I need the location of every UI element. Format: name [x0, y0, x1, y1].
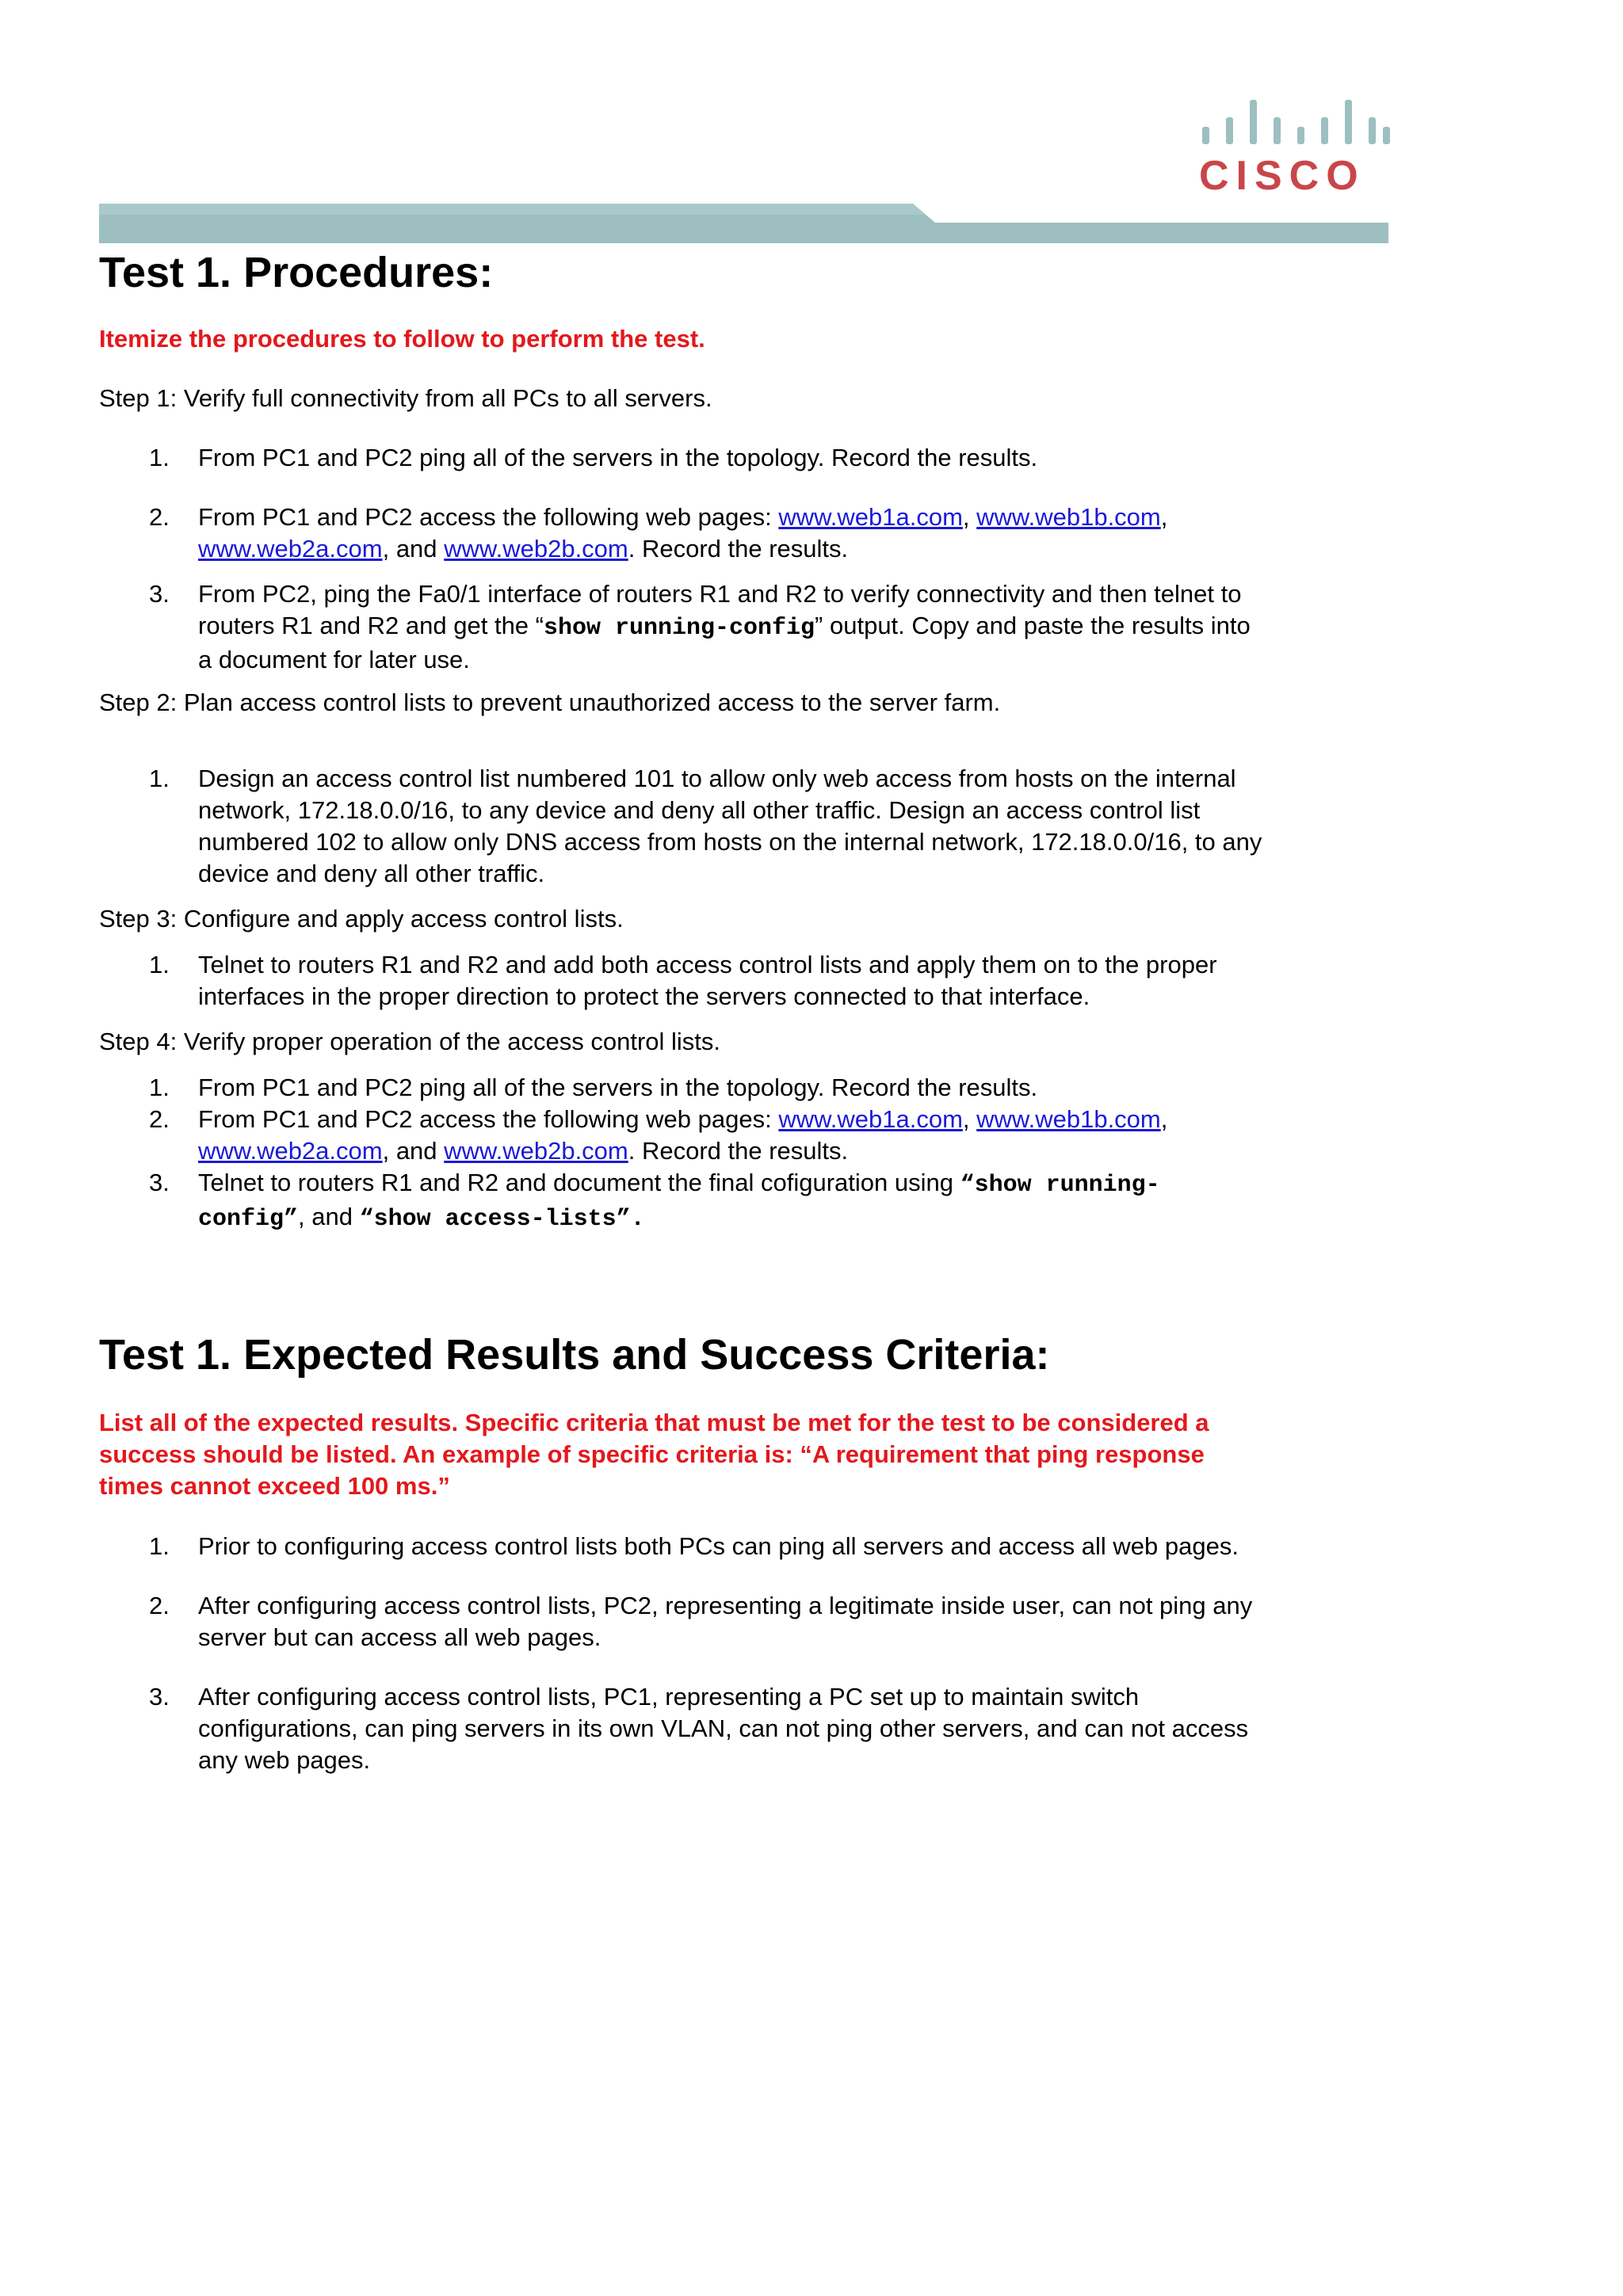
cisco-logo: [1193, 93, 1391, 199]
link-web1b[interactable]: www.web1b.com: [976, 503, 1161, 531]
header-band: [99, 204, 1388, 243]
link-web2b[interactable]: www.web2b.com: [444, 1137, 628, 1165]
link-web1a[interactable]: www.web1a.com: [778, 1105, 963, 1133]
link-web2a[interactable]: www.web2a.com: [198, 1137, 383, 1165]
cisco-bars-icon: [1193, 93, 1391, 149]
code-show-running-config: show running-config: [543, 615, 815, 642]
link-web2b[interactable]: www.web2b.com: [444, 535, 628, 563]
step2-heading: Step 2: Plan access control lists to prevent unauthorized access to the server farm.: [99, 688, 1001, 716]
link-web1a[interactable]: www.web1a.com: [778, 503, 963, 531]
step4-heading: Step 4: Verify proper operation of the access control lists.: [99, 1028, 721, 1055]
step3-heading: Step 3: Configure and apply access control lists.: [99, 905, 624, 933]
document-page: CISCO Test 1. Procedures: Itemize the procedures to follow to perform the test. Step 1: Verify full connectivity from all PCs to all servers. 1. From PC1 and PC2 ping all of the servers in the topology. Record the results. 2. From PC1 and PC2 access the following web pages: www.web1a.com, www.web1b.com, www.web2a.com, and www.web2b.com. Record the results. 3. From PC2, ping the Fa0/1 interface of routers R1 and R2 to verify connectivity and then telnet to routers R1 and R2 and get the “show running-config” output. Copy and paste the results into a document for later use. Step 2: Plan access control lists to prevent unauthorized access to the server farm. 1. Design an access control list numbered 101 to allow only web access from hosts on the internal network, 172.18.0.0/16, to any device and deny all other traffic. Design an access control list numbered 102 to allow only DNS access from hosts on the internal network, 172.18.0.0/16, to any device and deny all other traffic. Step 3: Configure and apply access control lists. 1. Telnet to routers R1 and R2 and add both access control lists and apply them on to the proper interfaces in the proper direction to protect the servers connected to that interface. Step 4: Verify proper operation of the access control lists. 1. From PC1 and PC2 ping all of the servers in the topology. Record the results. 2. From PC1 and PC2 access the following web pages: www.web1a.com, www.web1b.com, www.web2a.com, and www.web2b.com. Record the results. 3. Telnet to routers R1 and R2 and document the final cofiguration using “show running- config”, and “show access-lists”. Test 1. Expected Results and Success Criteria: List all of the expected results. Specific criteria that must be met for the test to be considered a success should be listed. An example of specific criteria is: “A requirement that ping response times cannot exceed 100 ms.” 1. Prior to configuring access control lists both PCs can ping all servers and access all web pages. 2. After configuring access control lists, PC2, representing a legitimate inside user, can not ping any server but can access all web pages. 3. After configuring access control lists, PC1, representing a PC set up to maintain switch configurations, can ping servers in its own VLAN, can not ping other servers, and can not access any web pages.: [0, 0, 1623, 2296]
procedures-title: Test 1. Procedures:: [99, 249, 494, 296]
code-show-running-config: “show running-: [960, 1172, 1160, 1199]
expected-results-title: Test 1. Expected Results and Success Criteria:: [99, 1331, 1050, 1379]
link-web1b[interactable]: www.web1b.com: [976, 1105, 1161, 1133]
code-show-access-lists: “show access-lists”.: [359, 1206, 645, 1233]
link-web2a[interactable]: www.web2a.com: [198, 535, 383, 563]
expected-results-instruction: List all of the expected results. Specific criteria that must be met for the test to be considered a success should be listed. An example of specific criteria is: “A requirement that ping response times cannot exceed 100 ms.”: [99, 1409, 1209, 1500]
cisco-wordmark: CISCO: [1199, 153, 1365, 199]
step1-heading: Step 1: Verify full connectivity from all PCs to all servers.: [99, 384, 712, 412]
procedures-instruction: Itemize the procedures to follow to perform the test.: [99, 325, 705, 353]
code-config: config”: [198, 1206, 299, 1233]
